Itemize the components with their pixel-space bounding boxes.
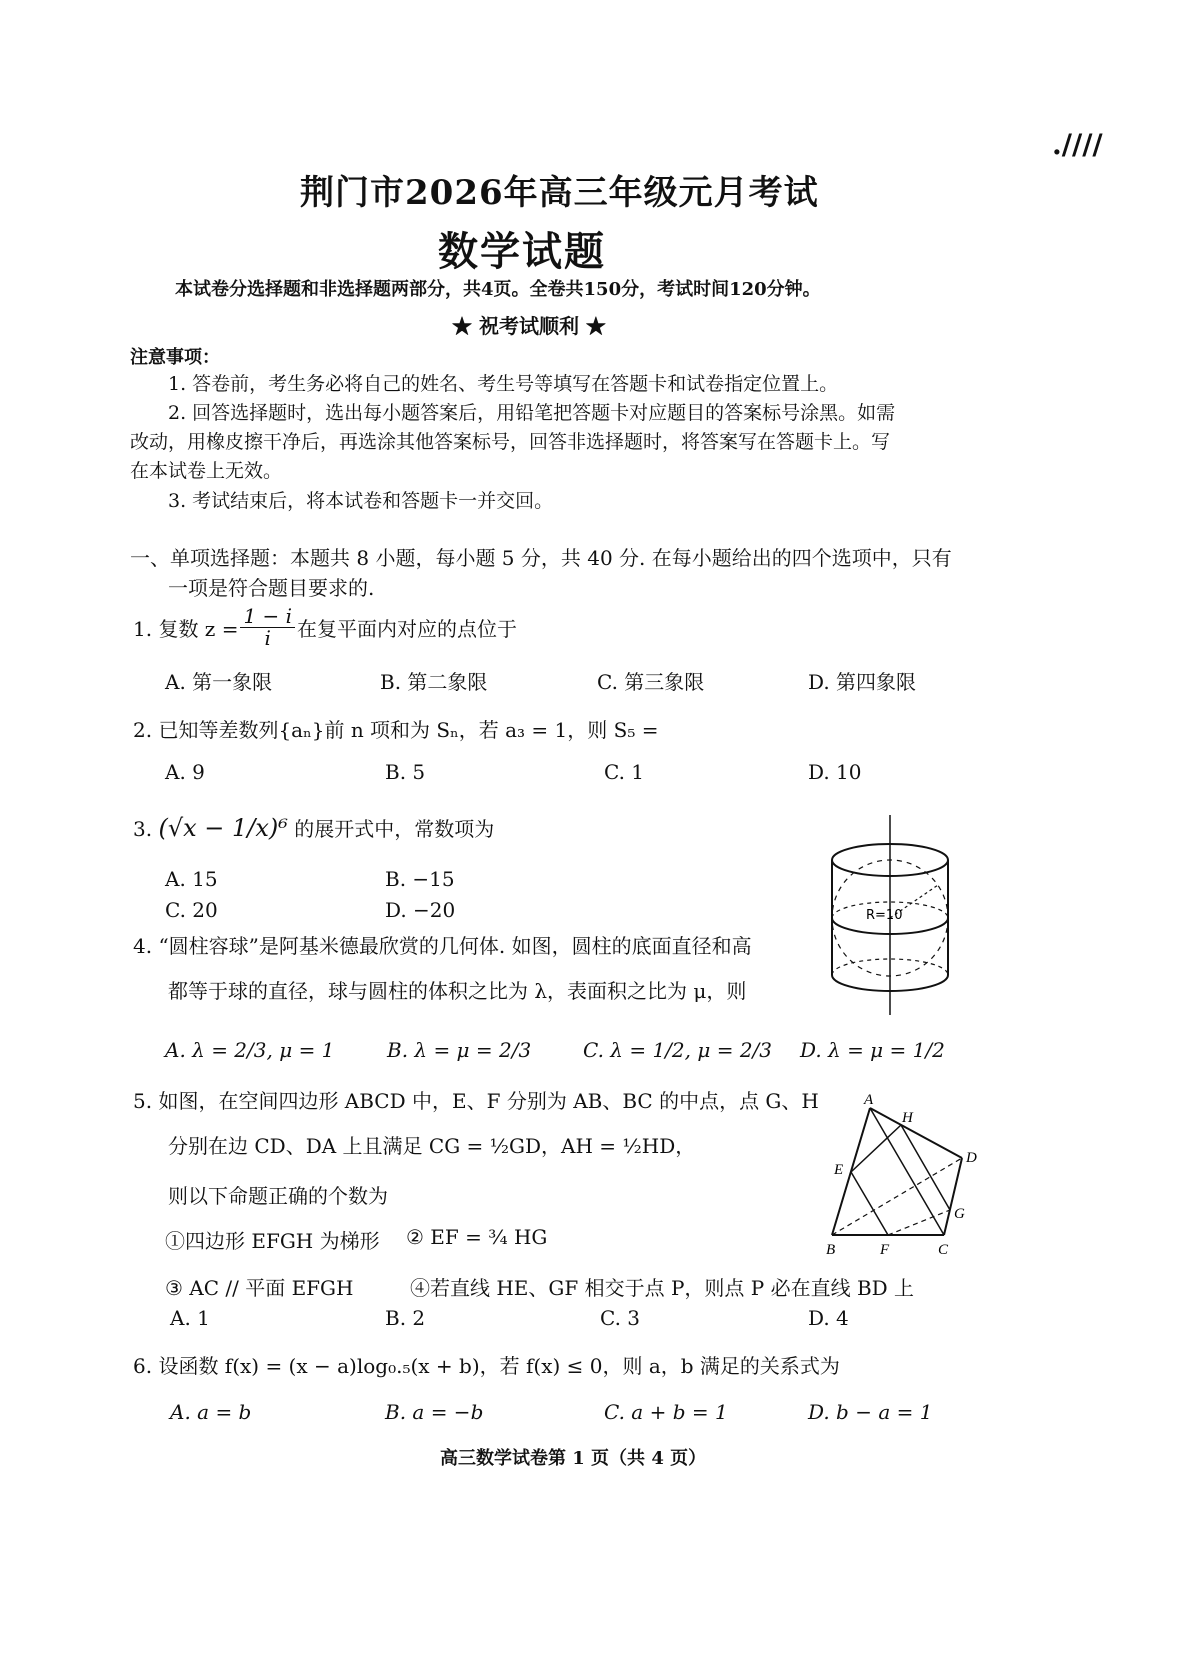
segment-fg — [888, 1210, 950, 1235]
q3-option-a: A. 15 — [165, 867, 218, 891]
question-5-line-3: 则以下命题正确的个数为 — [168, 1184, 388, 1208]
notice-item-2: 2. 回答选择题时，选出每小题答案后，用铅笔把答题卡对应题目的答案标号涂黑。如需 — [168, 402, 896, 424]
notice-item-1: 1. 答卷前，考生务必将自己的姓名、考生号等填写在答题卡和试卷指定位置上。 — [168, 373, 839, 395]
segment-ef — [851, 1172, 888, 1235]
question-5-line-2: 分别在边 CD、DA 上且满足 CG = ½GD，AH = ½HD， — [168, 1134, 696, 1158]
q4-option-b: B. λ = μ = 2/3 — [387, 1038, 532, 1062]
q1-numerator: 1 − i — [240, 606, 295, 628]
q5-proposition-1: ①四边形 EFGH 为梯形 — [165, 1229, 380, 1253]
q2-option-c: C. 1 — [604, 760, 645, 784]
q5-option-a: A. 1 — [170, 1306, 210, 1330]
notice-item-2-end: 在本试卷上无效。 — [130, 460, 283, 482]
exam-intro: 本试卷分选择题和非选择题两部分，共4页。全卷共150分，考试时间120分钟。 — [175, 279, 821, 300]
exam-subject-title: 数学试题 — [438, 228, 606, 275]
q5-proposition-2: ② EF = ¾ HG — [406, 1225, 548, 1249]
q1-option-b: B. 第二象限 — [380, 670, 488, 694]
section-1-heading: 一、单项选择题：本题共 8 小题，每小题 5 分，共 40 分. 在每小题给出的四个选项中，只有 — [130, 546, 952, 570]
q6-option-d: D. b − a = 1 — [808, 1400, 933, 1424]
q1-option-a: A. 第一象限 — [165, 670, 273, 694]
question-5-line-1: 5. 如图，在空间四边形 ABCD 中，E、F 分别为 AB、BC 的中点，点 G、H — [133, 1089, 819, 1113]
space-quadrilateral-figure — [822, 1090, 982, 1265]
question-4-line-2: 都等于球的直径，球与圆柱的体积之比为 λ，表面积之比为 μ，则 — [168, 979, 747, 1003]
q3-option-d: D. −20 — [385, 898, 456, 922]
exam-title: 荆门市2026年高三年级元月考试 — [300, 173, 819, 213]
q4-option-d: D. λ = μ = 1/2 — [800, 1038, 945, 1062]
q2-option-d: D. 10 — [808, 760, 862, 784]
notice-item-2-cont: 改动，用橡皮擦干净后，再选涂其他答案标号，回答非选择题时，将答案写在答题卡上。写 — [130, 431, 891, 453]
notice-item-3: 3. 考试结束后，将本试卷和答题卡一并交回。 — [168, 490, 554, 512]
page-footer: 高三数学试卷第 1 页（共 4 页） — [440, 1448, 707, 1469]
notice-heading: 注意事项： — [130, 347, 220, 368]
question-2: 2. 已知等差数列{aₙ}前 n 项和为 Sₙ，若 a₃ = 1，则 S₅ = — [133, 718, 659, 742]
question-4-line-1: 4. “圆柱容球”是阿基米德最欣赏的几何体. 如图，圆柱的底面直径和高 — [133, 934, 752, 958]
cylinder-sphere-figure — [820, 815, 960, 1015]
corner-scan-mark: .//// — [1052, 128, 1103, 161]
q2-option-a: A. 9 — [165, 760, 205, 784]
q5-option-c: C. 3 — [600, 1306, 641, 1330]
question-3 — [133, 813, 494, 842]
point-f-label: F — [880, 1242, 890, 1258]
q6-option-c: C. a + b = 1 — [604, 1400, 728, 1424]
q5-proposition-4: ④若直线 HE、GF 相交于点 P，则点 P 必在直线 BD 上 — [410, 1276, 915, 1300]
point-g-label: G — [954, 1206, 965, 1222]
point-c-label: C — [938, 1242, 949, 1258]
radius-label: R=10 — [866, 908, 903, 923]
q5-proposition-3: ③ AC // 平面 EFGH — [165, 1276, 354, 1300]
q1-option-c: C. 第三象限 — [597, 670, 705, 694]
q3-suffix: 的展开式中，常数项为 — [294, 817, 495, 841]
q1-prefix: 1. 复数 z = — [133, 617, 239, 641]
edge-cd — [944, 1158, 962, 1235]
q1-fraction — [240, 606, 295, 649]
point-e-label: E — [834, 1162, 844, 1178]
q5-option-d: D. 4 — [808, 1306, 849, 1330]
question-6: 6. 设函数 f(x) = (x − a)log₀.₅(x + b)，若 f(x) ≤ 0，则 a，b 满足的关系式为 — [133, 1354, 840, 1378]
q4-option-a: A. λ = 2/3, μ = 1 — [165, 1038, 335, 1062]
q6-option-b: B. a = −b — [385, 1400, 484, 1424]
q2-option-b: B. 5 — [385, 760, 426, 784]
wish-line: ★ 祝考试顺利 ★ — [452, 314, 606, 338]
q1-option-d: D. 第四象限 — [808, 670, 917, 694]
q4-option-c: C. λ = 1/2, μ = 2/3 — [583, 1038, 773, 1062]
q3-option-c: C. 20 — [165, 898, 218, 922]
point-a-label: A — [864, 1092, 874, 1108]
q1-suffix: 在复平面内对应的点位于 — [297, 617, 518, 641]
point-b-label: B — [826, 1242, 836, 1258]
q6-option-a: A. a = b — [170, 1400, 252, 1424]
question-1 — [133, 606, 517, 649]
q1-denominator: i — [264, 626, 271, 650]
point-d-label: D — [966, 1150, 977, 1166]
point-h-label: H — [902, 1110, 913, 1126]
q3-option-b: B. −15 — [385, 867, 455, 891]
q3-expression: (√x − 1/x)⁶ — [158, 814, 288, 842]
section-1-heading-cont: 一项是符合题目要求的. — [168, 576, 375, 600]
q5-option-b: B. 2 — [385, 1306, 426, 1330]
q3-prefix: 3. — [133, 817, 153, 841]
